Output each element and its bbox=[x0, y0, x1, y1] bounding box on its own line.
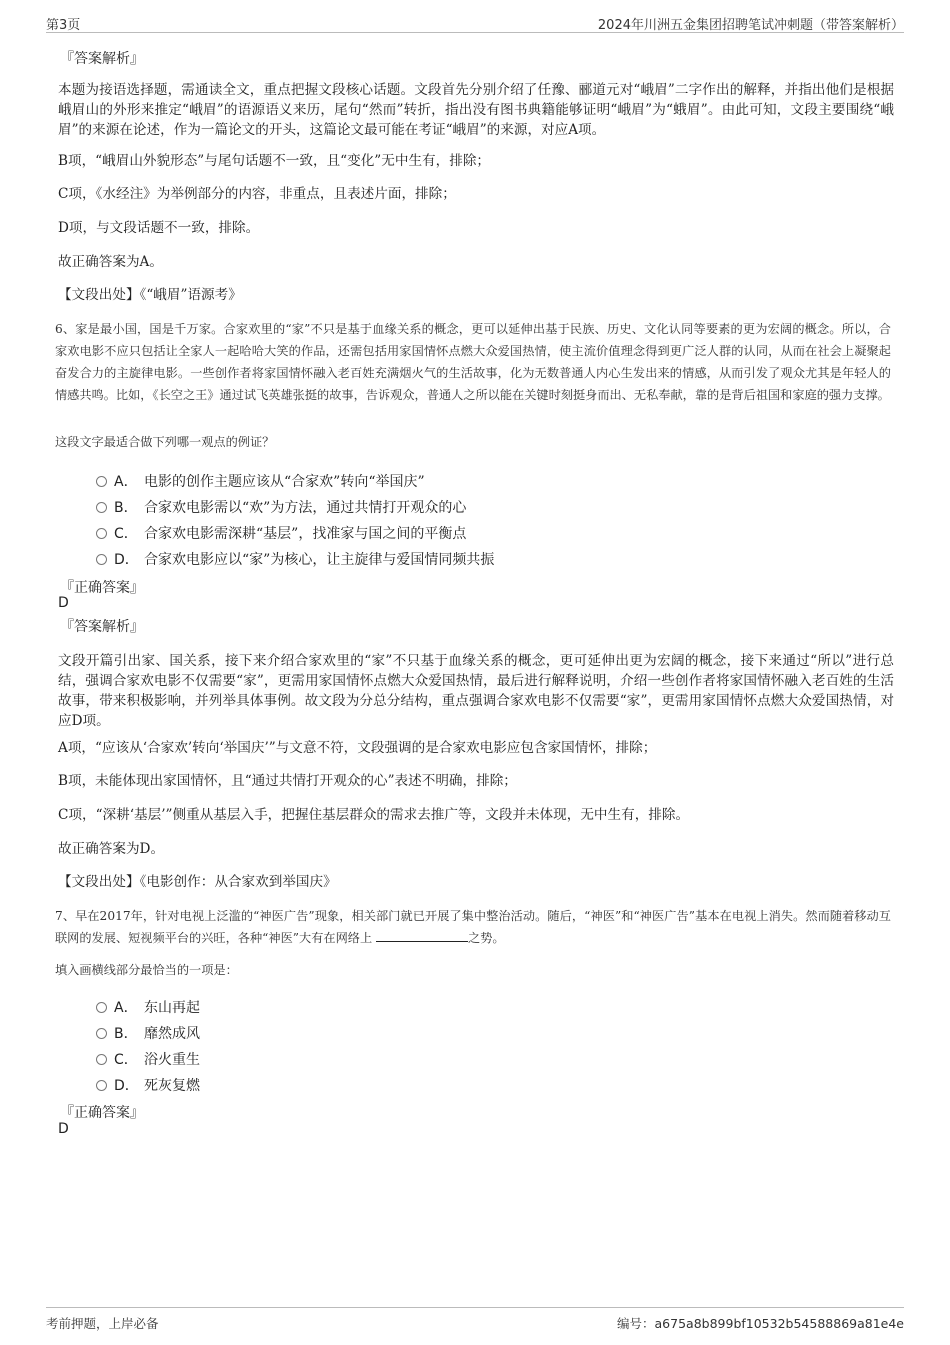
q6-answer-label: 『正确答案』 bbox=[60, 580, 144, 596]
q6-answer: D bbox=[58, 595, 69, 611]
document-title: 2024年川洲五金集团招聘笔试冲刺题（带答案解析） bbox=[597, 18, 904, 33]
q7-prompt: 填入画横线部分最恰当的一项是： bbox=[55, 963, 238, 977]
q6-prompt: 这段文字最适合做下列哪一观点的例证？ bbox=[55, 435, 275, 449]
q6-source: 【文段出处】《电影创作：从合家欢到举国庆》 bbox=[58, 874, 337, 890]
q6-analysis-text: 文段开篇引出家、国关系，接下来介绍合家欢里的“家”不只基于血缘关系的概念，更可延伸出更为宏阔的概念，接下来通过“所以”进行总结，强调合家欢电影不仅需要“家”，更需用家国情怀点燃大众爱国热情，最后进行解释说明，介绍一些创作者将家国情怀融入老百姓的生活故事，带来积极影响，并列举具体事例。故文段为分总分结构，重点强调合家欢电影不仅需要“家”，更需用家国情怀点燃大众爱国热情，对应D项。 bbox=[58, 653, 894, 729]
page-number: 第3页 bbox=[46, 18, 81, 33]
radio-icon[interactable] bbox=[96, 528, 107, 539]
q5-source: 【文段出处】《“峨眉”语源考》 bbox=[58, 287, 242, 303]
footer-slogan: 考前押题，上岸必备 bbox=[46, 1316, 159, 1331]
radio-icon[interactable] bbox=[96, 502, 107, 513]
q6-option-b-note: B项，未能体现出家国情怀，且“通过共情打开观众的心”表述不明确，排除； bbox=[58, 773, 517, 789]
radio-icon[interactable] bbox=[96, 1002, 107, 1013]
q7-answer-label: 『正确答案』 bbox=[60, 1105, 144, 1121]
document-code: 编号：a675a8b899bf10532b54588869a81e4e bbox=[617, 1316, 904, 1331]
radio-icon[interactable] bbox=[96, 1080, 107, 1091]
q6-conclusion: 故正确答案为D。 bbox=[58, 841, 165, 857]
q6-option-c-note: C项，“深耕‘基层’”侧重从基层入手，把握住基层群众的需求去推广等，文段并未体现，无中生有，排除。 bbox=[58, 807, 690, 823]
q5-conclusion: 故正确答案为A。 bbox=[58, 254, 163, 270]
radio-icon[interactable] bbox=[96, 1054, 107, 1065]
q6-option-a-note: A项，“应该从‘合家欢’转向‘举国庆’”与文意不符，文段强调的是合家欢电影应包含家国情怀，排除； bbox=[58, 740, 657, 756]
q5-option-b-note: B项，“峨眉山外貌形态”与尾句话题不一致，且“变化”无中生有，排除； bbox=[58, 153, 491, 169]
q5-option-d-note: D项，与文段话题不一致，排除。 bbox=[58, 220, 260, 236]
q7-answer: D bbox=[58, 1121, 69, 1137]
q7-question: 7、早在2017年，针对电视上泛滥的“神医广告”现象，相关部门就已开展了集中整治活动。随后，“神医”和“神医广告”基本在电视上消失。然而随着移动互联网的发展、短视频平台的兴旺，各种“神医”大有在网络上 之势。 bbox=[55, 909, 891, 945]
q6-question: 6、家是最小国，国是千万家。合家欢里的“家”不只是基于血缘关系的概念，更可以延伸出基于民族、历史、文化认同等要素的更为宏阔的概念。所以，合家欢电影不应只包括让全家人一起哈哈大笑的作品，还需包括用家国情怀点燃大众爱国热情，使主流价值理念得到更广泛人群的认同，从而在社会上凝聚起奋发合力的主旋律电影。一些创作者将家国情怀融入老百姓充满烟火气的生活故事，化为无数普通人内心生发出来的情感，从而引发了观众尤其是年轻人的情感共鸣。比如，《长空之王》通过试飞英雄张挺的故事，告诉观众，普通人之所以能在关键时刻挺身而出、无私奉献，靠的是背后祖国和家庭的强力支撑。 bbox=[55, 322, 891, 402]
q5-option-c-note: C项，《水经注》为举例部分的内容，非重点，且表述片面，排除； bbox=[58, 186, 456, 202]
radio-icon[interactable] bbox=[96, 554, 107, 565]
q5-analysis-label: 『答案解析』 bbox=[60, 51, 144, 67]
q5-analysis-text: 本题为接语选择题，需通读全文，重点把握文段核心话题。文段首先分别介绍了任豫、郦道元对“峨眉”二字作出的解释，并指出他们是根据峨眉山的外形来推定“峨眉”的语源语义来历，尾句“然而”转折，指出没有图书典籍能够证明“峨眉”为“蛾眉”。由此可知，文段主要围绕“峨眉”的来源在论述，作为一篇论文的开头，这篇论文最可能在考证“峨眉”的来源，对应A项。 bbox=[58, 82, 894, 138]
radio-icon[interactable] bbox=[96, 1028, 107, 1039]
page-footer bbox=[46, 1307, 904, 1331]
radio-icon[interactable] bbox=[96, 476, 107, 487]
fill-blank bbox=[376, 929, 468, 942]
page-header bbox=[46, 12, 904, 33]
q6-analysis-label: 『答案解析』 bbox=[60, 619, 144, 635]
